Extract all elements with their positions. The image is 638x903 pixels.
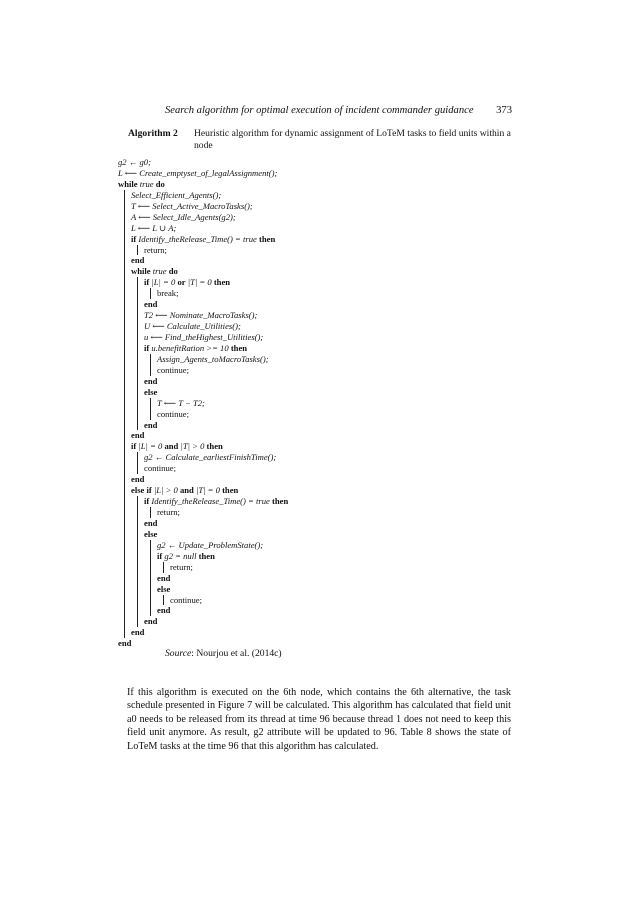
algo-line: L ⟵ L ∪ A;	[131, 222, 177, 233]
condition: Identify_theRelease_Time() = true	[138, 233, 257, 244]
condition: |L| = 0	[138, 441, 163, 452]
algo-line: break;	[157, 288, 179, 299]
algo-line: continue;	[157, 408, 189, 419]
algo-line: end	[144, 517, 158, 528]
keyword: then	[198, 550, 215, 561]
condition: |L| = 0	[151, 277, 176, 288]
keyword: and	[164, 441, 179, 452]
algo-line: g2 ← g0;	[118, 157, 151, 167]
keyword: if	[157, 550, 163, 561]
condition: |T| > 0	[180, 441, 205, 452]
keyword: then	[222, 485, 239, 496]
algo-line: continue;	[170, 594, 202, 605]
algo-line: L ⟵ Create_emptyset_of_legalAssignment();	[118, 167, 278, 178]
else-block	[150, 540, 528, 617]
keyword: do	[155, 178, 165, 189]
algorithm-source	[165, 648, 282, 659]
algo-line	[131, 266, 528, 277]
if-block	[150, 354, 528, 376]
algo-line: T ⟵ Select_Active_MacroTasks();	[131, 200, 253, 211]
condition: u.benefitRation >= 10	[151, 342, 229, 353]
algo-line: else	[157, 583, 171, 594]
algo-line: Select_Efficient_Agents();	[131, 189, 222, 200]
keyword: then	[206, 441, 223, 452]
algo-line: end	[144, 375, 158, 386]
algo-line: return;	[144, 244, 167, 255]
condition: |T| = 0	[196, 485, 220, 496]
body-paragraph: If this algorithm is executed on the 6th node, which contains the 6th alternative, the task schedule presented in Figure 7 will be calculated. This algorithm has calculated that field unit a0 needs to be released from its thread at time 96 because thread 1 does not need to keep this field unit anymore. As result, g2 attribute will be updated to 96. Table 8 shows the state of LoTeM tasks at the time 96 that this algorithm has calculated.	[127, 687, 511, 752]
condition: true	[139, 178, 154, 189]
algo-line: end	[144, 616, 158, 627]
algo-line	[144, 343, 528, 354]
algorithm-body	[118, 157, 528, 649]
keyword: while	[118, 178, 138, 189]
condition: g2 = null	[164, 550, 197, 561]
keyword: then	[259, 233, 276, 244]
condition: |T| = 0	[187, 277, 212, 288]
keyword: else if	[131, 485, 152, 496]
keyword: then	[213, 277, 231, 288]
if-block	[150, 288, 528, 299]
algo-line: end	[157, 572, 171, 583]
keyword: do	[168, 266, 178, 277]
algorithm-label: Algorithm 2	[128, 128, 178, 139]
algo-line	[118, 179, 528, 190]
algo-line	[131, 485, 528, 496]
algo-line: end	[131, 255, 145, 266]
source-label: Source	[165, 648, 192, 659]
algo-line: g2 ← Update_ProblemState();	[157, 539, 264, 550]
while-inner-block	[137, 277, 528, 430]
keyword: if	[144, 277, 150, 288]
if-block	[137, 452, 528, 474]
algo-line: end	[131, 430, 145, 441]
keyword: if	[144, 342, 150, 353]
algo-line: return;	[157, 507, 180, 517]
else-block	[163, 595, 528, 606]
keyword: if	[131, 441, 137, 452]
source-text: : Nourjou et al. (2014c)	[191, 648, 282, 659]
condition: true	[152, 266, 167, 277]
else-if-block	[137, 496, 528, 627]
algorithm-title: Heuristic algorithm for dynamic assignment of LoTeM tasks to field units within a node	[194, 128, 511, 151]
algo-line: else	[144, 528, 158, 539]
keyword: and	[179, 485, 194, 496]
algo-line: continue;	[157, 364, 189, 375]
algo-line: U ⟵ Calculate_Utilities();	[144, 321, 241, 332]
keyword: then	[230, 342, 248, 353]
keyword: while	[131, 266, 151, 277]
algo-line	[157, 551, 528, 562]
keyword: then	[272, 496, 289, 507]
page-number: 373	[496, 105, 512, 116]
keyword: or	[177, 277, 186, 288]
algo-line: T2 ⟵ Nominate_MacroTasks();	[144, 310, 258, 321]
if-block	[163, 562, 528, 573]
keyword: if	[144, 496, 150, 507]
condition: |L| > 0	[153, 485, 178, 496]
while-outer-block	[124, 190, 528, 638]
running-header	[165, 105, 512, 116]
algorithm-caption	[128, 128, 518, 152]
algo-line: end	[131, 474, 145, 485]
algo-line: g2 ← Calculate_earliestFinishTime();	[144, 452, 277, 463]
algo-line: end	[144, 299, 158, 310]
algo-line: end	[131, 627, 145, 638]
if-block	[137, 245, 528, 256]
algo-line	[131, 234, 528, 245]
algo-line: else	[144, 386, 158, 397]
if-block	[150, 507, 528, 518]
algo-line: T ⟵ T − T2;	[157, 397, 205, 408]
algo-line: end	[157, 605, 171, 616]
algo-line: end	[118, 638, 132, 649]
algo-line: return;	[170, 561, 193, 572]
algo-line	[131, 441, 528, 452]
running-title: Search algorithm for optimal execution of incident commander guidance	[165, 105, 474, 116]
algo-line	[144, 277, 528, 288]
condition: Identify_theRelease_Time() = true	[151, 496, 270, 507]
algo-line: u ⟵ Find_theHighest_Utilities();	[144, 332, 264, 342]
algo-line: A ⟵ Select_Idle_Agents(g2);	[131, 211, 236, 222]
else-block	[150, 398, 528, 420]
algo-line	[144, 496, 528, 507]
algo-line: continue;	[144, 463, 176, 474]
algo-line: Assign_Agents_toMacroTasks();	[157, 353, 269, 364]
keyword: if	[131, 233, 137, 244]
algo-line: end	[144, 419, 158, 430]
